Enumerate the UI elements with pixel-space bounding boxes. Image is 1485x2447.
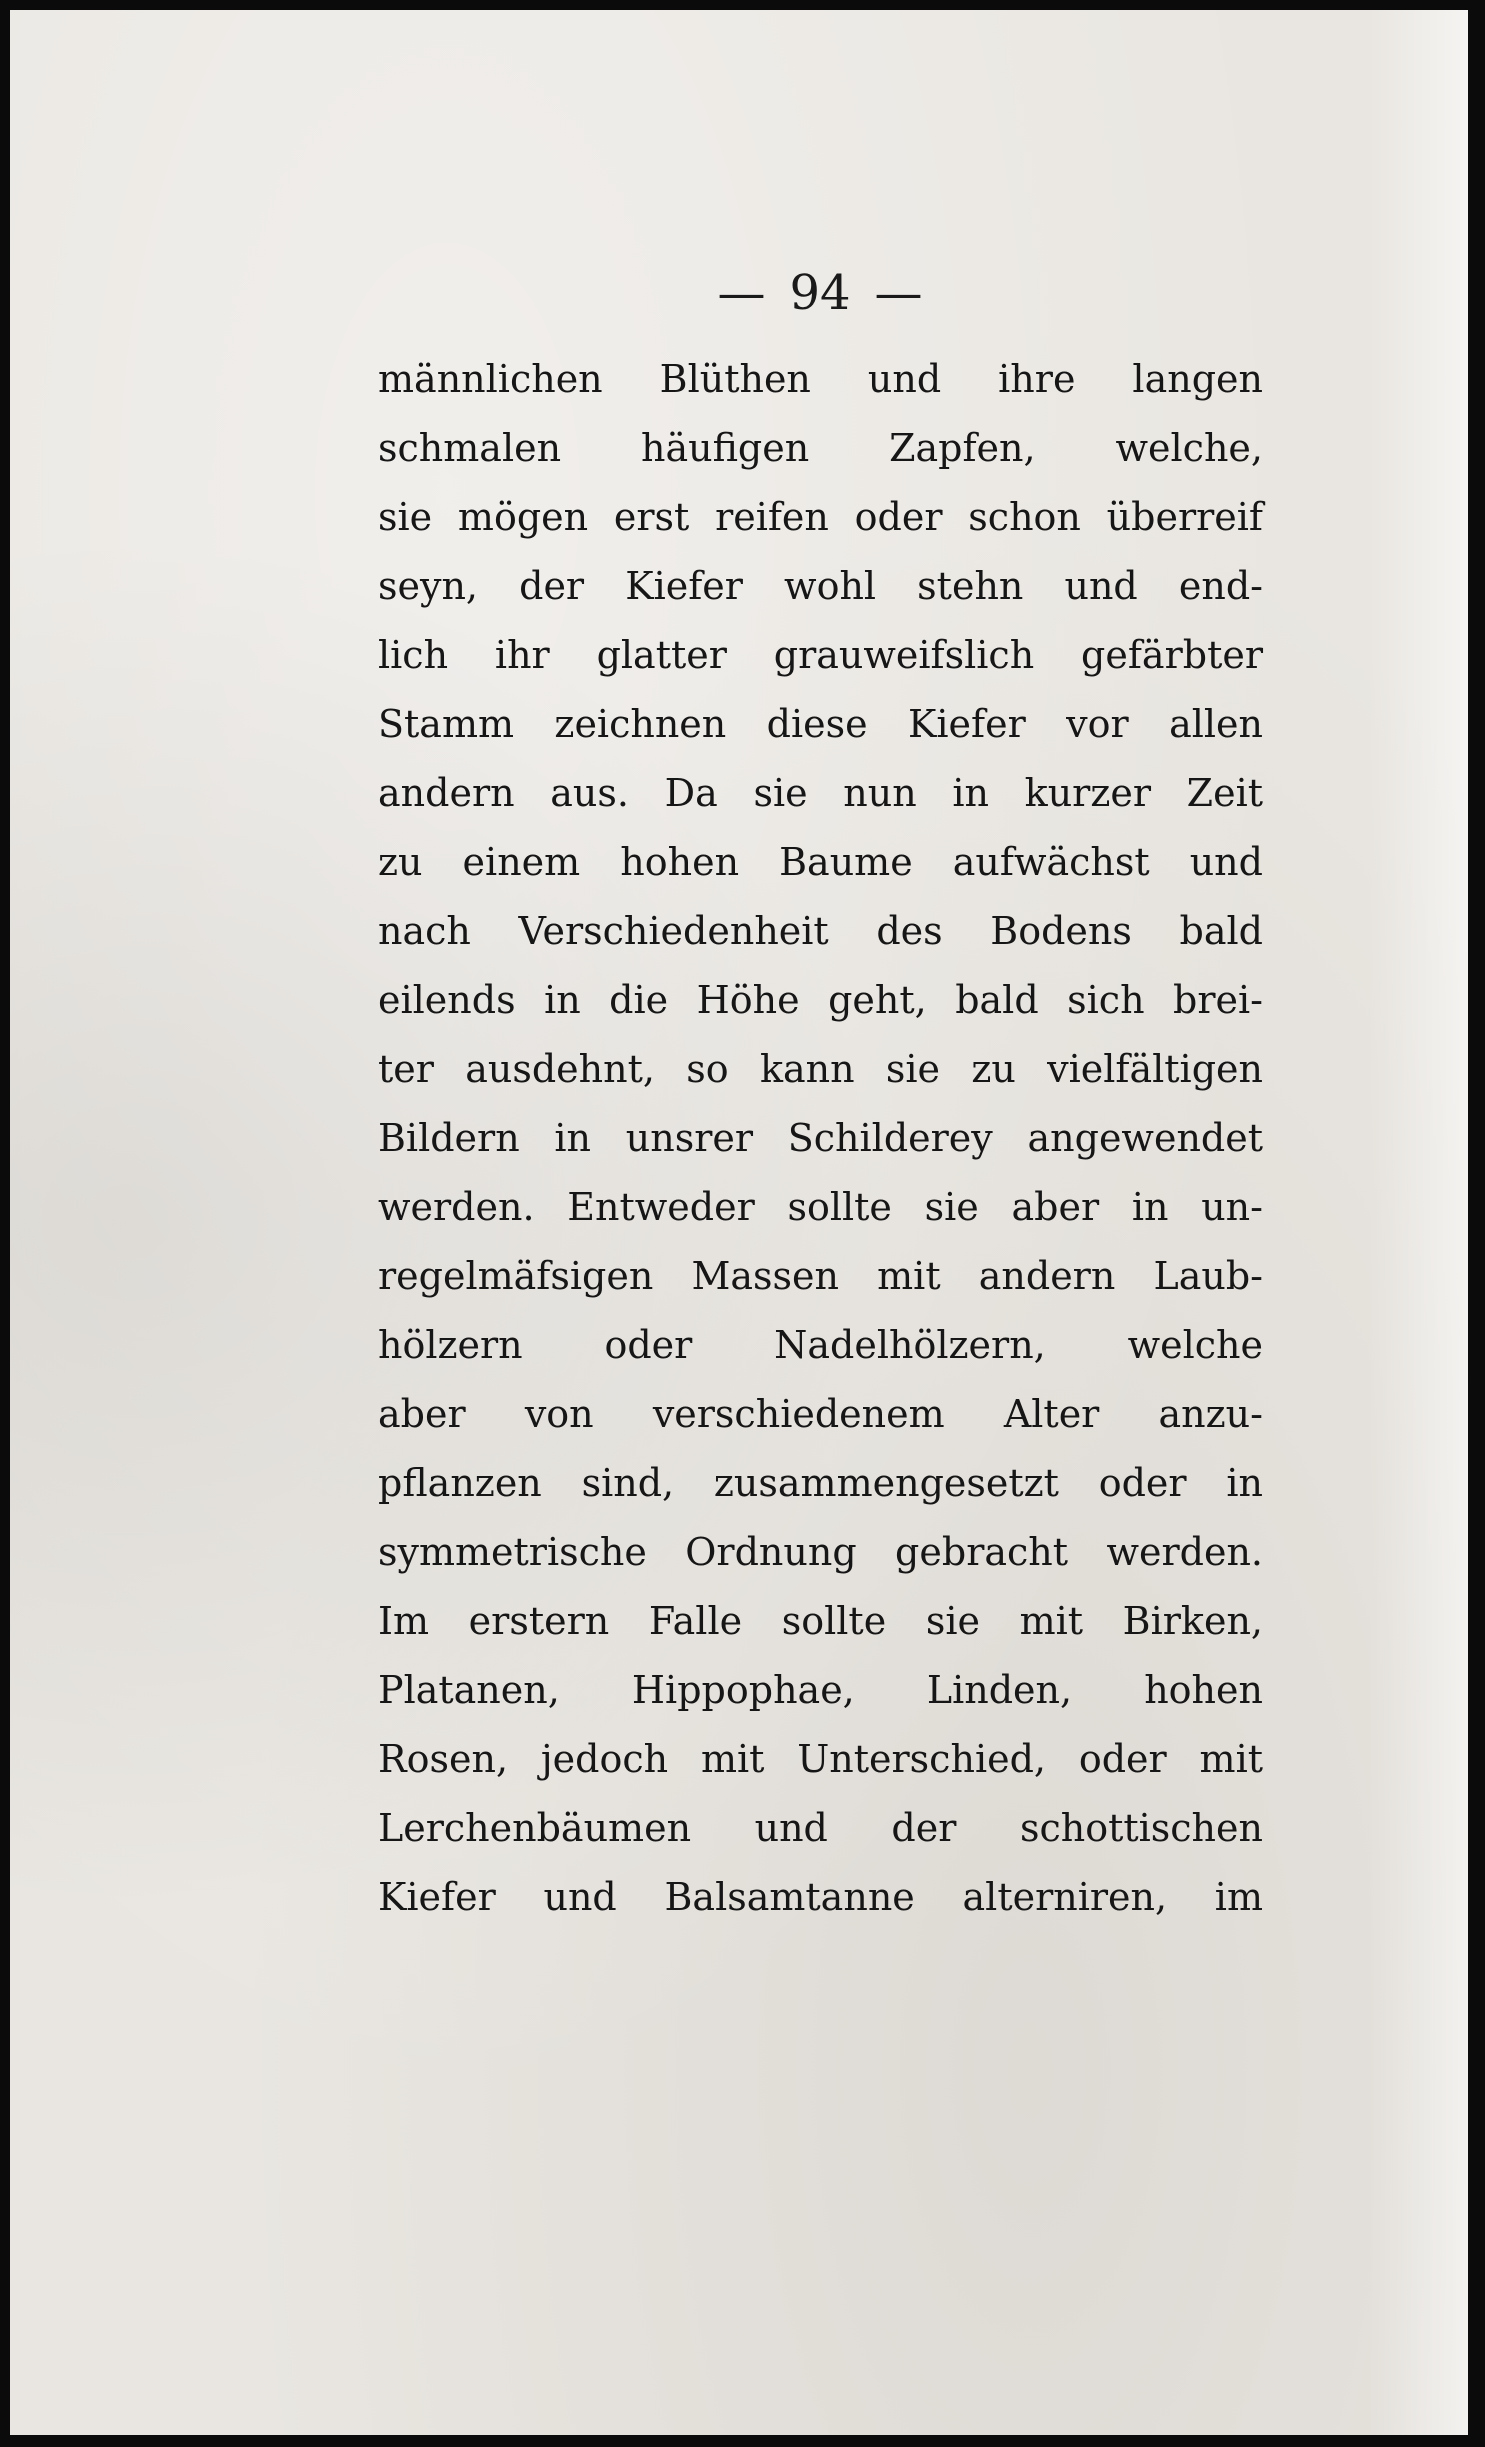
text-line: sie mögen erst reifen oder schon überreif: [378, 495, 1263, 539]
text-line: lich ihr glatter grauweifslich gefärbter: [378, 633, 1263, 677]
text-line: Platanen, Hippophae, Linden, hohen: [378, 1668, 1263, 1712]
page-number: 94: [789, 265, 851, 321]
header-dash-right: —: [874, 265, 923, 321]
text-line: Stamm zeichnen diese Kiefer vor allen: [378, 702, 1263, 746]
body-text: [378, 345, 1263, 1932]
header-dash-left: —: [717, 265, 766, 321]
text-line: symmetrische Ordnung gebracht werden.: [378, 1530, 1263, 1574]
text-line: nach Verschiedenheit des Bodens bald: [378, 909, 1263, 953]
text-line: eilends in die Höhe geht, bald sich brei-: [378, 978, 1263, 1022]
text-line: Im erstern Falle sollte sie mit Birken,: [378, 1599, 1263, 1643]
page-header: [660, 258, 980, 328]
text-line: pflanzen sind, zusammengesetzt oder in: [378, 1461, 1263, 1505]
text-line: regelmäfsigen Massen mit andern Laub-: [378, 1254, 1263, 1298]
text-line: aber von verschiedenem Alter anzu-: [378, 1392, 1263, 1436]
text-line: Bildern in unsrer Schilderey angewendet: [378, 1116, 1263, 1160]
text-line: hölzern oder Nadelhölzern, welche: [378, 1323, 1263, 1367]
text-line: werden. Entweder sollte sie aber in un-: [378, 1185, 1263, 1229]
page-edge-shading: [1368, 10, 1468, 2435]
text-line: Kiefer und Balsamtanne alterniren, im: [378, 1875, 1263, 1919]
text-line: seyn, der Kiefer wohl stehn und end-: [378, 564, 1263, 608]
text-line: Rosen, jedoch mit Unterschied, oder mit: [378, 1737, 1263, 1781]
text-line: andern aus. Da sie nun in kurzer Zeit: [378, 771, 1263, 815]
text-line: zu einem hohen Baume aufwächst und: [378, 840, 1263, 884]
text-line: Lerchenbäumen und der schottischen: [378, 1806, 1263, 1850]
text-line: ter ausdehnt, so kann sie zu vielfältigen: [378, 1047, 1263, 1091]
text-line: schmalen häufigen Zapfen, welche,: [378, 426, 1263, 470]
text-line: männlichen Blüthen und ihre langen: [378, 357, 1263, 401]
